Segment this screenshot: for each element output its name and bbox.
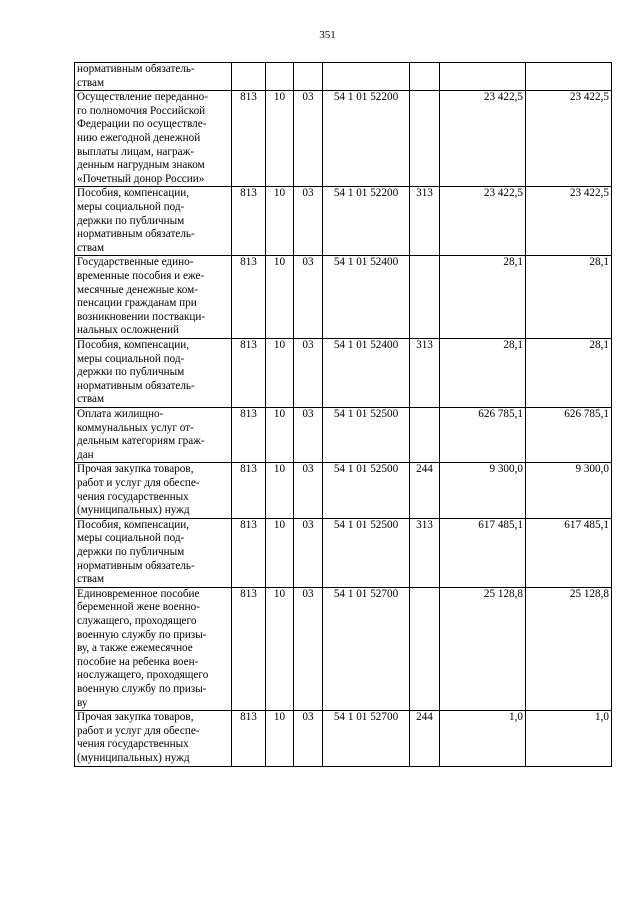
section-code-cell: 10 — [266, 338, 294, 407]
subsection-code-cell: 03 — [294, 187, 323, 256]
expense-type-code-cell — [410, 407, 440, 462]
row-name-cell: Пособия, компенсации, меры социальной под- держки по публичным нормативным обязатель- ствам — [75, 338, 232, 407]
amount-cell-2: 617 485,1 — [526, 518, 612, 587]
subsection-code-cell: 03 — [294, 463, 323, 518]
amount-cell-1: 28,1 — [440, 256, 526, 339]
target-article-code-cell — [323, 63, 410, 91]
amount-cell-1: 617 485,1 — [440, 518, 526, 587]
row-name-cell: Единовременное пособие беременной жене военно- служащего, проходящего военную службу по призы- ву, а также ежемесячное пособие на ребенка воен- нослужащего, проходящего военную службу по призы- ву — [75, 587, 232, 710]
chief-admin-code-cell: 813 — [232, 463, 266, 518]
table-row — [75, 463, 612, 518]
subsection-code-cell: 03 — [294, 711, 323, 766]
amount-cell-2: 626 785,1 — [526, 407, 612, 462]
amount-cell-1: 1,0 — [440, 711, 526, 766]
section-code-cell: 10 — [266, 256, 294, 339]
section-code-cell: 10 — [266, 711, 294, 766]
subsection-code-cell: 03 — [294, 518, 323, 587]
chief-admin-code-cell: 813 — [232, 587, 266, 710]
table-row — [75, 91, 612, 187]
table-row — [75, 338, 612, 407]
expense-type-code-cell — [410, 63, 440, 91]
section-code-cell: 10 — [266, 518, 294, 587]
amount-cell-2: 25 128,8 — [526, 587, 612, 710]
expense-type-code-cell: 313 — [410, 338, 440, 407]
row-name-cell: Пособия, компенсации, меры социальной под- держки по публичным нормативным обязатель- ствам — [75, 187, 232, 256]
chief-admin-code-cell: 813 — [232, 407, 266, 462]
expense-type-code-cell: 313 — [410, 518, 440, 587]
section-code-cell: 10 — [266, 91, 294, 187]
target-article-code-cell: 54 1 01 52400 — [323, 338, 410, 407]
page-number: 351 — [319, 29, 336, 41]
target-article-code-cell: 54 1 01 52700 — [323, 587, 410, 710]
table-body — [75, 63, 612, 767]
row-name-cell: нормативным обязатель- ствам — [75, 63, 232, 91]
section-code-cell — [266, 63, 294, 91]
budget-table — [74, 62, 612, 767]
table-row — [75, 587, 612, 710]
amount-cell-2 — [526, 63, 612, 91]
row-name-cell: Пособия, компенсации, меры социальной под- держки по публичным нормативным обязатель- ствам — [75, 518, 232, 587]
row-name-cell: Государственные едино- временные пособия и еже- месячные денежные ком- пенсации гражданам при возникновении поствакци- нальных осложнений — [75, 256, 232, 339]
row-name-cell: Прочая закупка товаров, работ и услуг для обеспе- чения государственных (муниципальных) нужд — [75, 711, 232, 766]
subsection-code-cell: 03 — [294, 91, 323, 187]
amount-cell-2: 23 422,5 — [526, 91, 612, 187]
expense-type-code-cell — [410, 91, 440, 187]
chief-admin-code-cell: 813 — [232, 518, 266, 587]
expense-type-code-cell — [410, 256, 440, 339]
table-row — [75, 407, 612, 462]
chief-admin-code-cell — [232, 63, 266, 91]
table-row — [75, 256, 612, 339]
expense-type-code-cell: 244 — [410, 711, 440, 766]
amount-cell-1: 23 422,5 — [440, 91, 526, 187]
subsection-code-cell: 03 — [294, 256, 323, 339]
table-row — [75, 63, 612, 91]
section-code-cell: 10 — [266, 407, 294, 462]
amount-cell-2: 23 422,5 — [526, 187, 612, 256]
subsection-code-cell: 03 — [294, 587, 323, 710]
amount-cell-1: 9 300,0 — [440, 463, 526, 518]
amount-cell-1: 28,1 — [440, 338, 526, 407]
amount-cell-1: 25 128,8 — [440, 587, 526, 710]
subsection-code-cell — [294, 63, 323, 91]
target-article-code-cell: 54 1 01 52500 — [323, 463, 410, 518]
expense-type-code-cell: 244 — [410, 463, 440, 518]
target-article-code-cell: 54 1 01 52200 — [323, 91, 410, 187]
section-code-cell: 10 — [266, 463, 294, 518]
section-code-cell: 10 — [266, 587, 294, 710]
chief-admin-code-cell: 813 — [232, 187, 266, 256]
amount-cell-1: 626 785,1 — [440, 407, 526, 462]
target-article-code-cell: 54 1 01 52200 — [323, 187, 410, 256]
table-row — [75, 518, 612, 587]
amount-cell-2: 9 300,0 — [526, 463, 612, 518]
target-article-code-cell: 54 1 01 52500 — [323, 407, 410, 462]
chief-admin-code-cell: 813 — [232, 256, 266, 339]
section-code-cell: 10 — [266, 187, 294, 256]
target-article-code-cell: 54 1 01 52400 — [323, 256, 410, 339]
table-row — [75, 187, 612, 256]
amount-cell-1: 23 422,5 — [440, 187, 526, 256]
subsection-code-cell: 03 — [294, 338, 323, 407]
chief-admin-code-cell: 813 — [232, 338, 266, 407]
amount-cell-2: 1,0 — [526, 711, 612, 766]
row-name-cell: Осуществление переданно- го полномочия Российской Федерации по осуществле- нию ежегодной денежной выплаты лицам, награж- денным нагрудным знаком «Почетный донор России» — [75, 91, 232, 187]
amount-cell-2: 28,1 — [526, 256, 612, 339]
target-article-code-cell: 54 1 01 52700 — [323, 711, 410, 766]
table-row — [75, 711, 612, 766]
amount-cell-2: 28,1 — [526, 338, 612, 407]
chief-admin-code-cell: 813 — [232, 711, 266, 766]
target-article-code-cell: 54 1 01 52500 — [323, 518, 410, 587]
row-name-cell: Оплата жилищно- коммунальных услуг от- дельным категориям граж- дан — [75, 407, 232, 462]
row-name-cell: Прочая закупка товаров, работ и услуг для обеспе- чения государственных (муниципальных) нужд — [75, 463, 232, 518]
subsection-code-cell: 03 — [294, 407, 323, 462]
chief-admin-code-cell: 813 — [232, 91, 266, 187]
amount-cell-1 — [440, 63, 526, 91]
expense-type-code-cell: 313 — [410, 187, 440, 256]
expense-type-code-cell — [410, 587, 440, 710]
